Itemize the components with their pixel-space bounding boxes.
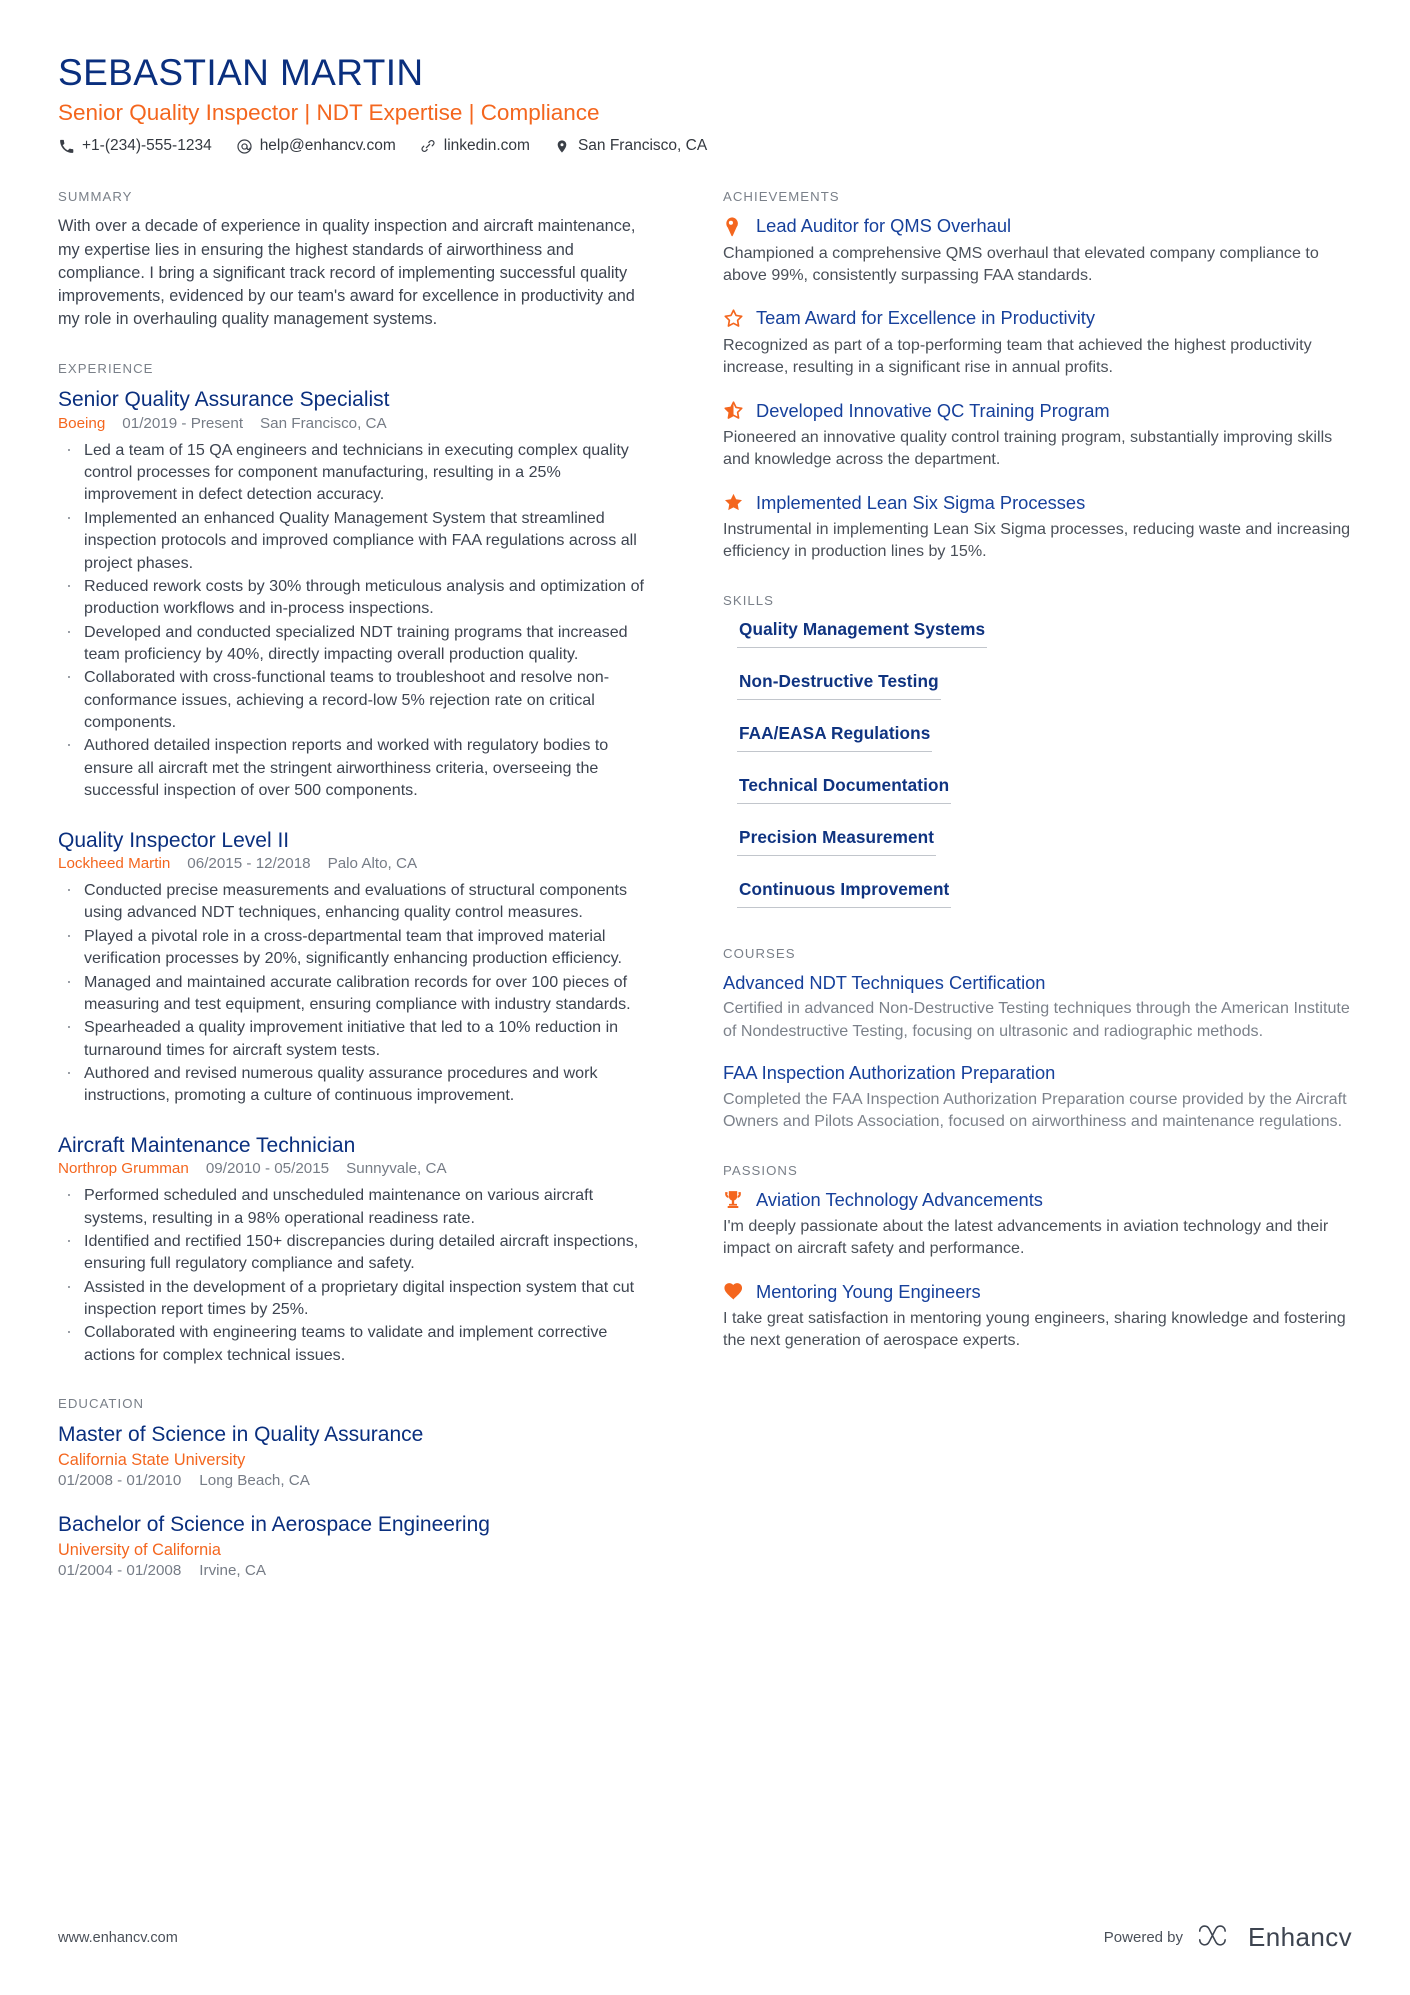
- job-company: Lockheed Martin: [58, 855, 171, 873]
- job-bullet: · Performed scheduled and unscheduled maintenance on various aircraft systems, resulting in a 98% operational readiness rate.: [58, 1184, 657, 1229]
- achievement-head: [723, 400, 1352, 422]
- contact-row: [58, 137, 1352, 155]
- education-section: [58, 1396, 657, 1579]
- passion-desc: I'm deeply passionate about the latest advancements in aviation technology and their impact on aircraft safety and performance.: [723, 1217, 1329, 1258]
- education-degree: Master of Science in Quality Assurance: [58, 1423, 424, 1447]
- contact-phone-value: +1-(234)-555-1234: [82, 137, 212, 155]
- job-bullets: [58, 879, 657, 1107]
- passions-section-label: PASSIONS: [723, 1162, 798, 1178]
- skill-underline: [737, 775, 951, 804]
- achievement-item: [723, 400, 1352, 471]
- contact-phone[interactable]: [58, 137, 212, 155]
- star-outline-icon: [723, 308, 749, 330]
- course-desc: Certified in advanced Non-Destructive Testing techniques through the American Institute of Nondestructive Testing, focusing on ultrasonic and radiographic methods.: [723, 999, 1350, 1040]
- achievement-head: [723, 215, 1352, 237]
- skill-item: [723, 775, 1352, 812]
- course-item: [723, 972, 1352, 1043]
- job-dates: 01/2019 - Present: [122, 414, 244, 432]
- contact-linkedin-value: linkedin.com: [443, 137, 530, 155]
- achievement-item: [723, 215, 1352, 286]
- education-section-label: EDUCATION: [58, 1396, 145, 1412]
- achievements-section: [723, 189, 1352, 562]
- skill-label: FAA/EASA Regulations: [739, 722, 931, 743]
- contact-location[interactable]: [554, 137, 707, 155]
- job-bullet: · Assisted in the development of a proprietary digital inspection system that cut inspection report times by 25%.: [58, 1276, 657, 1321]
- education-item: [58, 1512, 657, 1579]
- skill-label: Non-Destructive Testing: [739, 670, 939, 691]
- achievements-section-label: ACHIEVEMENTS: [723, 189, 840, 205]
- link-icon: [420, 138, 437, 155]
- skills-section: [723, 593, 1352, 916]
- summary-text: With over a decade of experience in quality inspection and aircraft maintenance, my expertise lies in ensuring the highest standards of airworthiness and compliance. I bring a significant track record of implementing successful quality improvements, evidenced by our team's award for excellence in productivity and my role in overhauling quality management systems.: [58, 217, 636, 328]
- contact-email[interactable]: [236, 137, 396, 155]
- candidate-name: SEBASTIAN MARTIN: [58, 52, 424, 93]
- job-company: Boeing: [58, 414, 106, 432]
- achievement-desc: Pioneered an innovative quality control training program, substantially improving skills and knowledge across the department.: [723, 427, 1333, 469]
- job-title: Senior Quality Assurance Specialist: [58, 388, 390, 412]
- job-bullet: · Implemented an enhanced Quality Management System that streamlined inspection protocols and improved compliance with FAA regulations across all project phases.: [58, 507, 657, 574]
- candidate-headline: Senior Quality Inspector | NDT Expertise | Compliance: [58, 100, 600, 126]
- courses-section-label: COURSES: [723, 945, 796, 961]
- achievement-head: [723, 307, 1352, 329]
- job-bullet: · Conducted precise measurements and evaluations of structural components using advanced NDT techniques, enhancing quality control measures.: [58, 879, 657, 924]
- footer-brand: [1104, 1922, 1352, 1953]
- summary-section: [58, 189, 657, 331]
- job-bullets: [58, 439, 657, 802]
- right-column: [723, 189, 1352, 1381]
- passion-item: [723, 1281, 1352, 1352]
- star-filled-icon: [723, 492, 749, 514]
- experience-section-label: EXPERIENCE: [58, 361, 154, 377]
- phone-icon: [58, 138, 75, 155]
- achievement-title: Developed Innovative QC Training Program: [756, 399, 1110, 421]
- job-bullet: · Authored detailed inspection reports and worked with regulatory bodies to ensure all aircraft met the stringent airworthiness criteria, overseeing the successful inspection of over 500 components.: [58, 734, 657, 801]
- skill-underline: [737, 671, 941, 700]
- skill-label: Continuous Improvement: [739, 878, 950, 899]
- resume-columns: [58, 189, 1352, 1608]
- course-title: FAA Inspection Authorization Preparation: [723, 1062, 1056, 1084]
- courses-section: [723, 946, 1352, 1133]
- job-bullet: · Collaborated with engineering teams to validate and implement corrective actions for complex technical issues.: [58, 1321, 657, 1366]
- skills-list: [723, 619, 1352, 916]
- skill-underline: [737, 879, 951, 908]
- contact-email-value: help@enhancv.com: [259, 137, 396, 155]
- job-bullet: · Reduced rework costs by 30% through meticulous analysis and optimization of production workflows and in-process inspections.: [58, 575, 657, 620]
- course-item: [723, 1062, 1352, 1133]
- education-item: [58, 1422, 657, 1489]
- brand-name: Enhancv: [1248, 1922, 1352, 1952]
- skill-label: Technical Documentation: [739, 774, 950, 795]
- course-title: Advanced NDT Techniques Certification: [723, 971, 1046, 993]
- education-location: Long Beach, CA: [199, 1471, 310, 1489]
- skill-underline: [737, 827, 936, 856]
- job-meta: [58, 415, 657, 432]
- summary-section-label: SUMMARY: [58, 189, 133, 205]
- job-title: Quality Inspector Level II: [58, 828, 290, 852]
- job-bullet: · Authored and revised numerous quality assurance procedures and work instructions, promoting a culture of continuous improvement.: [58, 1062, 657, 1107]
- education-meta: [58, 1562, 657, 1579]
- job-bullet: · Developed and conducted specialized NDT training programs that increased team proficiency by 40%, directly impacting overall production quality.: [58, 621, 657, 666]
- passions-section: [723, 1163, 1352, 1352]
- experience-item: [58, 387, 657, 801]
- education-school: California State University: [58, 1450, 246, 1469]
- skill-item: [723, 879, 1352, 916]
- resume-header: [58, 52, 1352, 155]
- passion-title: Aviation Technology Advancements: [756, 1188, 1043, 1210]
- skill-item: [723, 723, 1352, 760]
- achievement-title: Team Award for Excellence in Productivity: [756, 307, 1096, 329]
- skill-label: Quality Management Systems: [739, 618, 986, 639]
- enhancv-logo-icon: [1197, 1923, 1239, 1953]
- star-half-icon: [723, 400, 749, 422]
- education-meta: [58, 1472, 657, 1489]
- achievement-desc: Instrumental in implementing Lean Six Sigma processes, reducing waste and increasing efficiency in production lines by 15%.: [723, 519, 1351, 561]
- job-bullet: · Identified and rectified 150+ discrepancies during detailed aircraft inspections, ensuring full regulatory compliance and safety.: [58, 1230, 657, 1275]
- course-desc: Completed the FAA Inspection Authorization Preparation course provided by the Aircraft Owners and Pilots Association, focused on airworthiness and maintenance regulations.: [723, 1090, 1347, 1131]
- achievement-head: [723, 492, 1352, 514]
- experience-item: [58, 1133, 657, 1366]
- achievement-title: Implemented Lean Six Sigma Processes: [756, 491, 1086, 513]
- powered-by-label: Powered by: [1103, 1929, 1184, 1946]
- achievement-item: [723, 307, 1352, 378]
- passion-item: [723, 1189, 1352, 1260]
- passion-head: [723, 1189, 1352, 1211]
- left-column: [58, 189, 675, 1608]
- skill-underline: [737, 619, 987, 648]
- education-dates: 01/2008 - 01/2010: [58, 1471, 182, 1489]
- heart-icon: [723, 1281, 749, 1303]
- job-bullet: · Played a pivotal role in a cross-departmental team that improved material verification processes by 20%, significantly enhancing production efficiency.: [58, 925, 657, 970]
- passion-desc: I take great satisfaction in mentoring young engineers, sharing knowledge and fostering the next generation of aerospace experts.: [723, 1309, 1346, 1350]
- job-dates: 09/2010 - 05/2015: [205, 1160, 330, 1178]
- job-company: Northrop Grumman: [58, 1160, 189, 1178]
- skill-underline: [737, 723, 932, 752]
- achievement-desc: Championed a comprehensive QMS overhaul that elevated company compliance to above 99%, consistently surpassing FAA standards.: [723, 243, 1319, 285]
- experience-item: [58, 828, 657, 1107]
- trophy-icon: [723, 1189, 749, 1211]
- job-bullet: · Managed and maintained accurate calibration records for over 100 pieces of measuring and test equipment, ensuring compliance with industry standards.: [58, 971, 657, 1016]
- job-dates: 06/2015 - 12/2018: [187, 855, 311, 873]
- contact-location-value: San Francisco, CA: [577, 137, 708, 155]
- passion-title: Mentoring Young Engineers: [756, 1280, 981, 1302]
- education-location: Irvine, CA: [199, 1561, 266, 1579]
- job-title: Aircraft Maintenance Technician: [58, 1133, 356, 1157]
- job-location: Palo Alto, CA: [327, 855, 418, 873]
- resume-footer: [58, 1922, 1352, 1953]
- job-bullet: · Led a team of 15 QA engineers and technicians in executing complex quality control processes for component manufacturing, resulting in a 25% improvement in defect detection accuracy.: [58, 439, 657, 506]
- job-meta: [58, 1160, 657, 1177]
- job-meta: [58, 855, 657, 872]
- achievement-title: Lead Auditor for QMS Overhaul: [756, 215, 1012, 237]
- skills-section-label: SKILLS: [723, 592, 775, 608]
- skill-item: [723, 671, 1352, 708]
- skill-item: [723, 827, 1352, 864]
- skill-label: Precision Measurement: [739, 826, 935, 847]
- job-bullet: · Spearheaded a quality improvement initiative that led to a 10% reduction in turnaround times for aircraft system tests.: [58, 1016, 657, 1061]
- job-location: Sunnyvale, CA: [346, 1160, 447, 1178]
- location-pin-icon: [554, 138, 571, 155]
- skill-item: [723, 619, 1352, 656]
- job-location: San Francisco, CA: [260, 414, 387, 432]
- contact-linkedin[interactable]: [420, 137, 530, 155]
- email-icon: [236, 138, 253, 155]
- achievement-item: [723, 492, 1352, 563]
- education-school: University of California: [58, 1540, 221, 1559]
- pin-marker-icon: [723, 216, 749, 238]
- education-degree: Bachelor of Science in Aerospace Engineering: [58, 1512, 490, 1536]
- achievement-desc: Recognized as part of a top-performing team that achieved the highest productivity increase, resulting in a significant rise in annual profits.: [723, 335, 1312, 377]
- job-bullet: · Collaborated with cross-functional teams to troubleshoot and resolve non-conformance issues, achieving a record-low 5% rejection rate on critical components.: [58, 666, 657, 733]
- job-bullets: [58, 1184, 657, 1366]
- education-dates: 01/2004 - 01/2008: [58, 1561, 182, 1579]
- footer-website-url[interactable]: www.enhancv.com: [58, 1929, 178, 1946]
- passion-head: [723, 1281, 1352, 1303]
- experience-section: [58, 361, 657, 1366]
